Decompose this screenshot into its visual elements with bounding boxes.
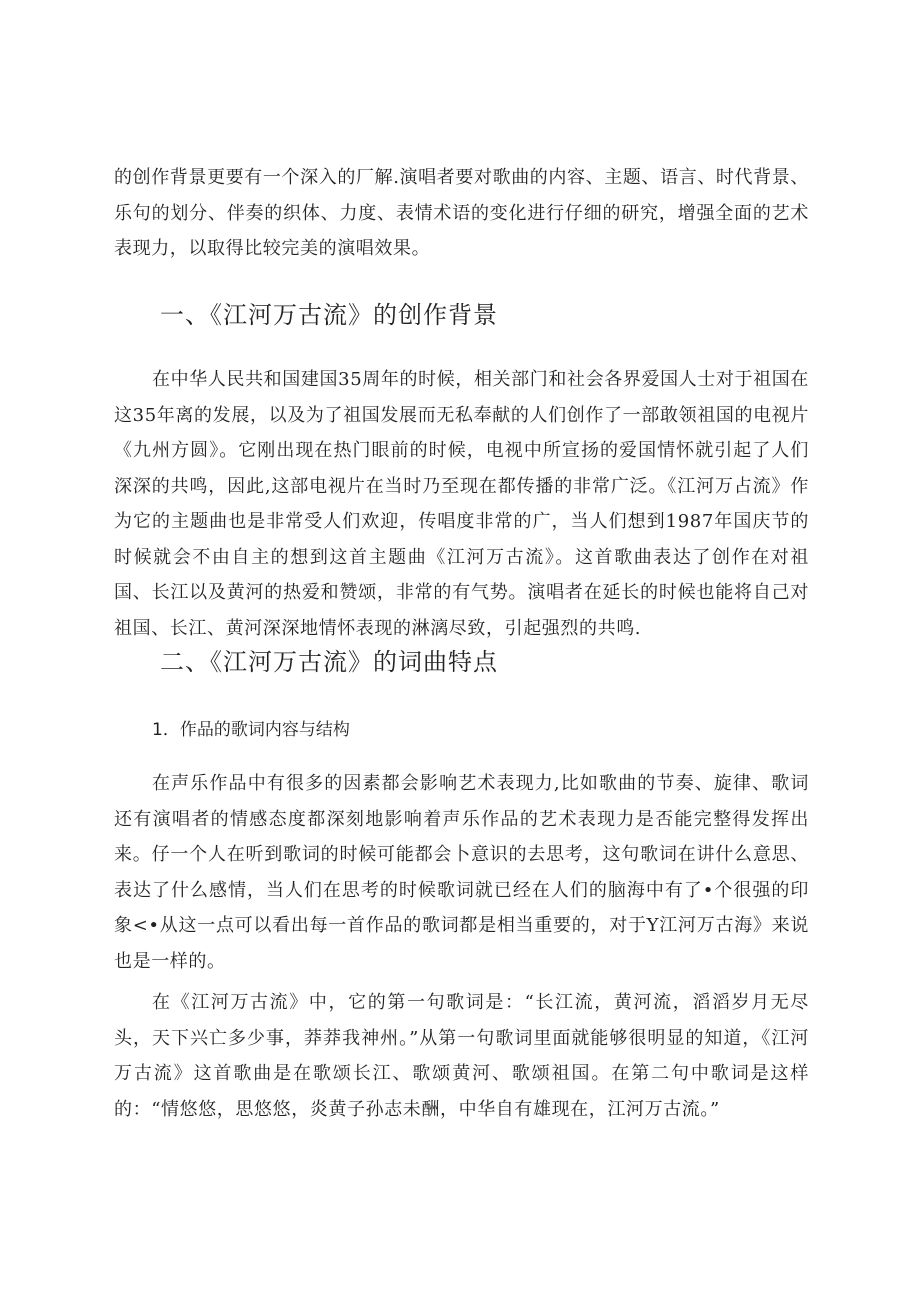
section2-paragraph-2: 在《江河万古流》中，它的第一句歌词是：“长江流，黄河流，滔滔岁月无尽头，天下兴亡多少事，莽莽我神州。”从第一句歌词里面就能够很明显的知道，《江河万古流》这首歌曲是在歌颂长江、歌颂黄河、歌颂祖国。在第二句中歌词是这样的：“情悠悠，思悠悠，炎黄子孙志未酬，中华自有雄现在，江河万古流。” bbox=[114, 992, 809, 1120]
section2-subheading: 1．作品的歌词内容与结构 bbox=[152, 720, 350, 740]
section1-paragraph: 在中华人民共和国建国35周年的时候，相关部门和社会各界爱国人士对于祖国在这35年离的发展，以及为了祖国发展而无私奉献的人们创作了一部敢领祖国的电视片《九州方圆》。它刚出现在热门眼前的时候，电视中所宣扬的爱国情怀就引起了人们深深的共鸣，因此,这部电视片在当时乃至现在都传播的非常广泛。《江河万占流》作为它的主题曲也是非常受人们欢迎，传唱度非常的广，当人们想到1987年国庆节的时候就会不由自主的想到这首主题曲《江河万古流》。这首歌曲表达了创作在对祖国、长江以及黄河的热爱和赞颂，非常的有气势。演唱者在延长的时候也能将自己对祖国、长江、黄河深深地情怀表现的淋漓尽致，引起强烈的共鸣. bbox=[114, 369, 809, 639]
section2-heading: 二、《江河万古流》的词曲特点 bbox=[160, 648, 498, 676]
section2-paragraph-1: 在声乐作品中有很多的因素都会影响艺术表现力,比如歌曲的节奏、旋律、歌词还有演唱者的情感态度都深刻地影响着声乐作品的艺术表现力是否能完整得发挥出来。仔一个人在听到歌词的时候可能都会卜意识的去思考，这句歌词在讲什么意思、表达了什么感情，当人们在思考的时候歌词就已经在人们的脑海中有了•个很强的印象<•从这一点可以看出每一首作品的歌词都是相当重要的，对于Y江河万古海》来说也是一样的。 bbox=[114, 773, 809, 972]
section1-heading: 一、《江河万古流》的创作背景 bbox=[160, 301, 498, 329]
intro-paragraph: 的创作背景更要有一个深入的厂解.演唱者要对歌曲的内容、主题、语言、时代背景、乐句的划分、伴奏的织体、力度、表情术语的变化进行仔细的研究，增强全面的艺术表现力，以取得比较完美的演唱效果。 bbox=[114, 167, 809, 259]
